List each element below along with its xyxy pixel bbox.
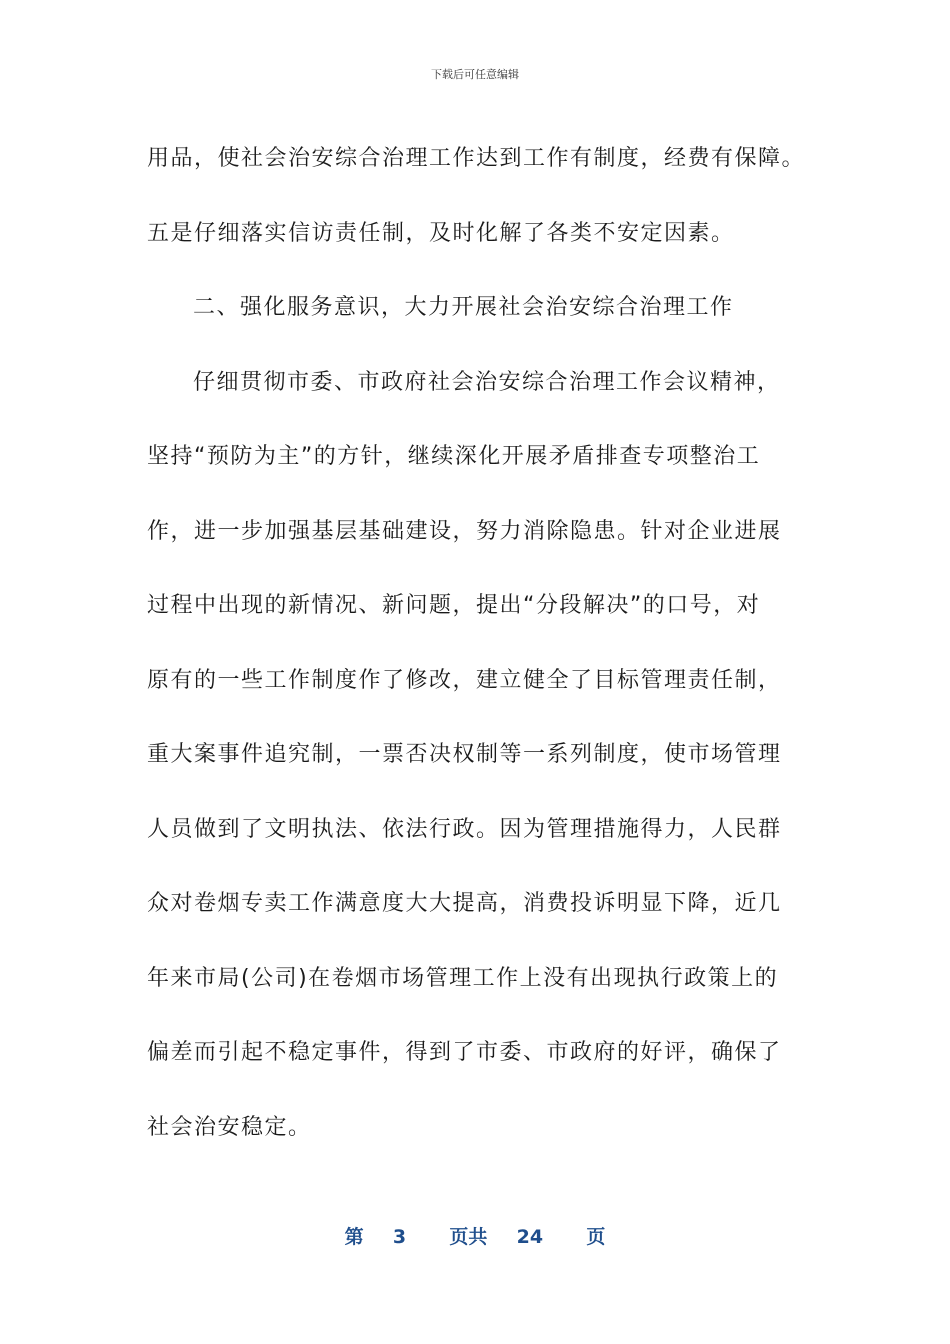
page-prefix: 第 bbox=[344, 1226, 364, 1248]
body-line-12: 年来市局(公司)在卷烟市场管理工作上没有出现执行政策上的 bbox=[147, 965, 779, 991]
body-line-8: 原有的一些工作制度作了修改，建立健全了目标管理责任制， bbox=[147, 667, 782, 693]
body-line-11: 众对卷烟专卖工作满意度大大提高，消费投诉明显下降，近几 bbox=[147, 891, 782, 916]
document-body bbox=[147, 122, 807, 1165]
body-line-10: 人员做到了文明执法、依法行政。因为管理措施得力，人民群 bbox=[147, 816, 782, 842]
body-line-6: 作，进一步加强基层基础建设，努力消除隐患。针对企业进展 bbox=[147, 518, 782, 544]
page-mid-label: 页共 bbox=[449, 1226, 488, 1248]
body-line-9: 重大案事件追究制，一票否决权制等一系列制度，使市场管理 bbox=[147, 742, 782, 767]
page-number-footer bbox=[0, 1224, 950, 1250]
body-line-14: 社会治安稳定。 bbox=[147, 1114, 312, 1140]
body-line-13: 偏差而引起不稳定事件，得到了市委、市政府的好评，确保了 bbox=[147, 1040, 782, 1065]
body-line-2: 五是仔细落实信访责任制，及时化解了各类不安定因素。 bbox=[147, 220, 735, 246]
section-heading: 二、强化服务意识，大力开展社会治安综合治理工作 bbox=[193, 295, 734, 320]
body-line-7: 过程中出现的新情况、新问题，提出“分段解决”的口号，对 bbox=[147, 593, 761, 618]
page-suffix: 页 bbox=[586, 1226, 606, 1248]
body-line-4: 仔细贯彻市委、市政府社会治安综合治理工作会议精神， bbox=[193, 369, 781, 395]
total-pages-number: 24 bbox=[516, 1226, 544, 1248]
body-line-5: 坚持“预防为主”的方针，继续深化开展矛盾排查专项整治工 bbox=[147, 444, 761, 469]
current-page-number: 3 bbox=[392, 1226, 407, 1248]
body-line-1: 用品，使社会治安综合治理工作达到工作有制度，经费有保障。 bbox=[147, 146, 806, 171]
page-header-note: 下载后可任意编辑 bbox=[431, 68, 519, 81]
